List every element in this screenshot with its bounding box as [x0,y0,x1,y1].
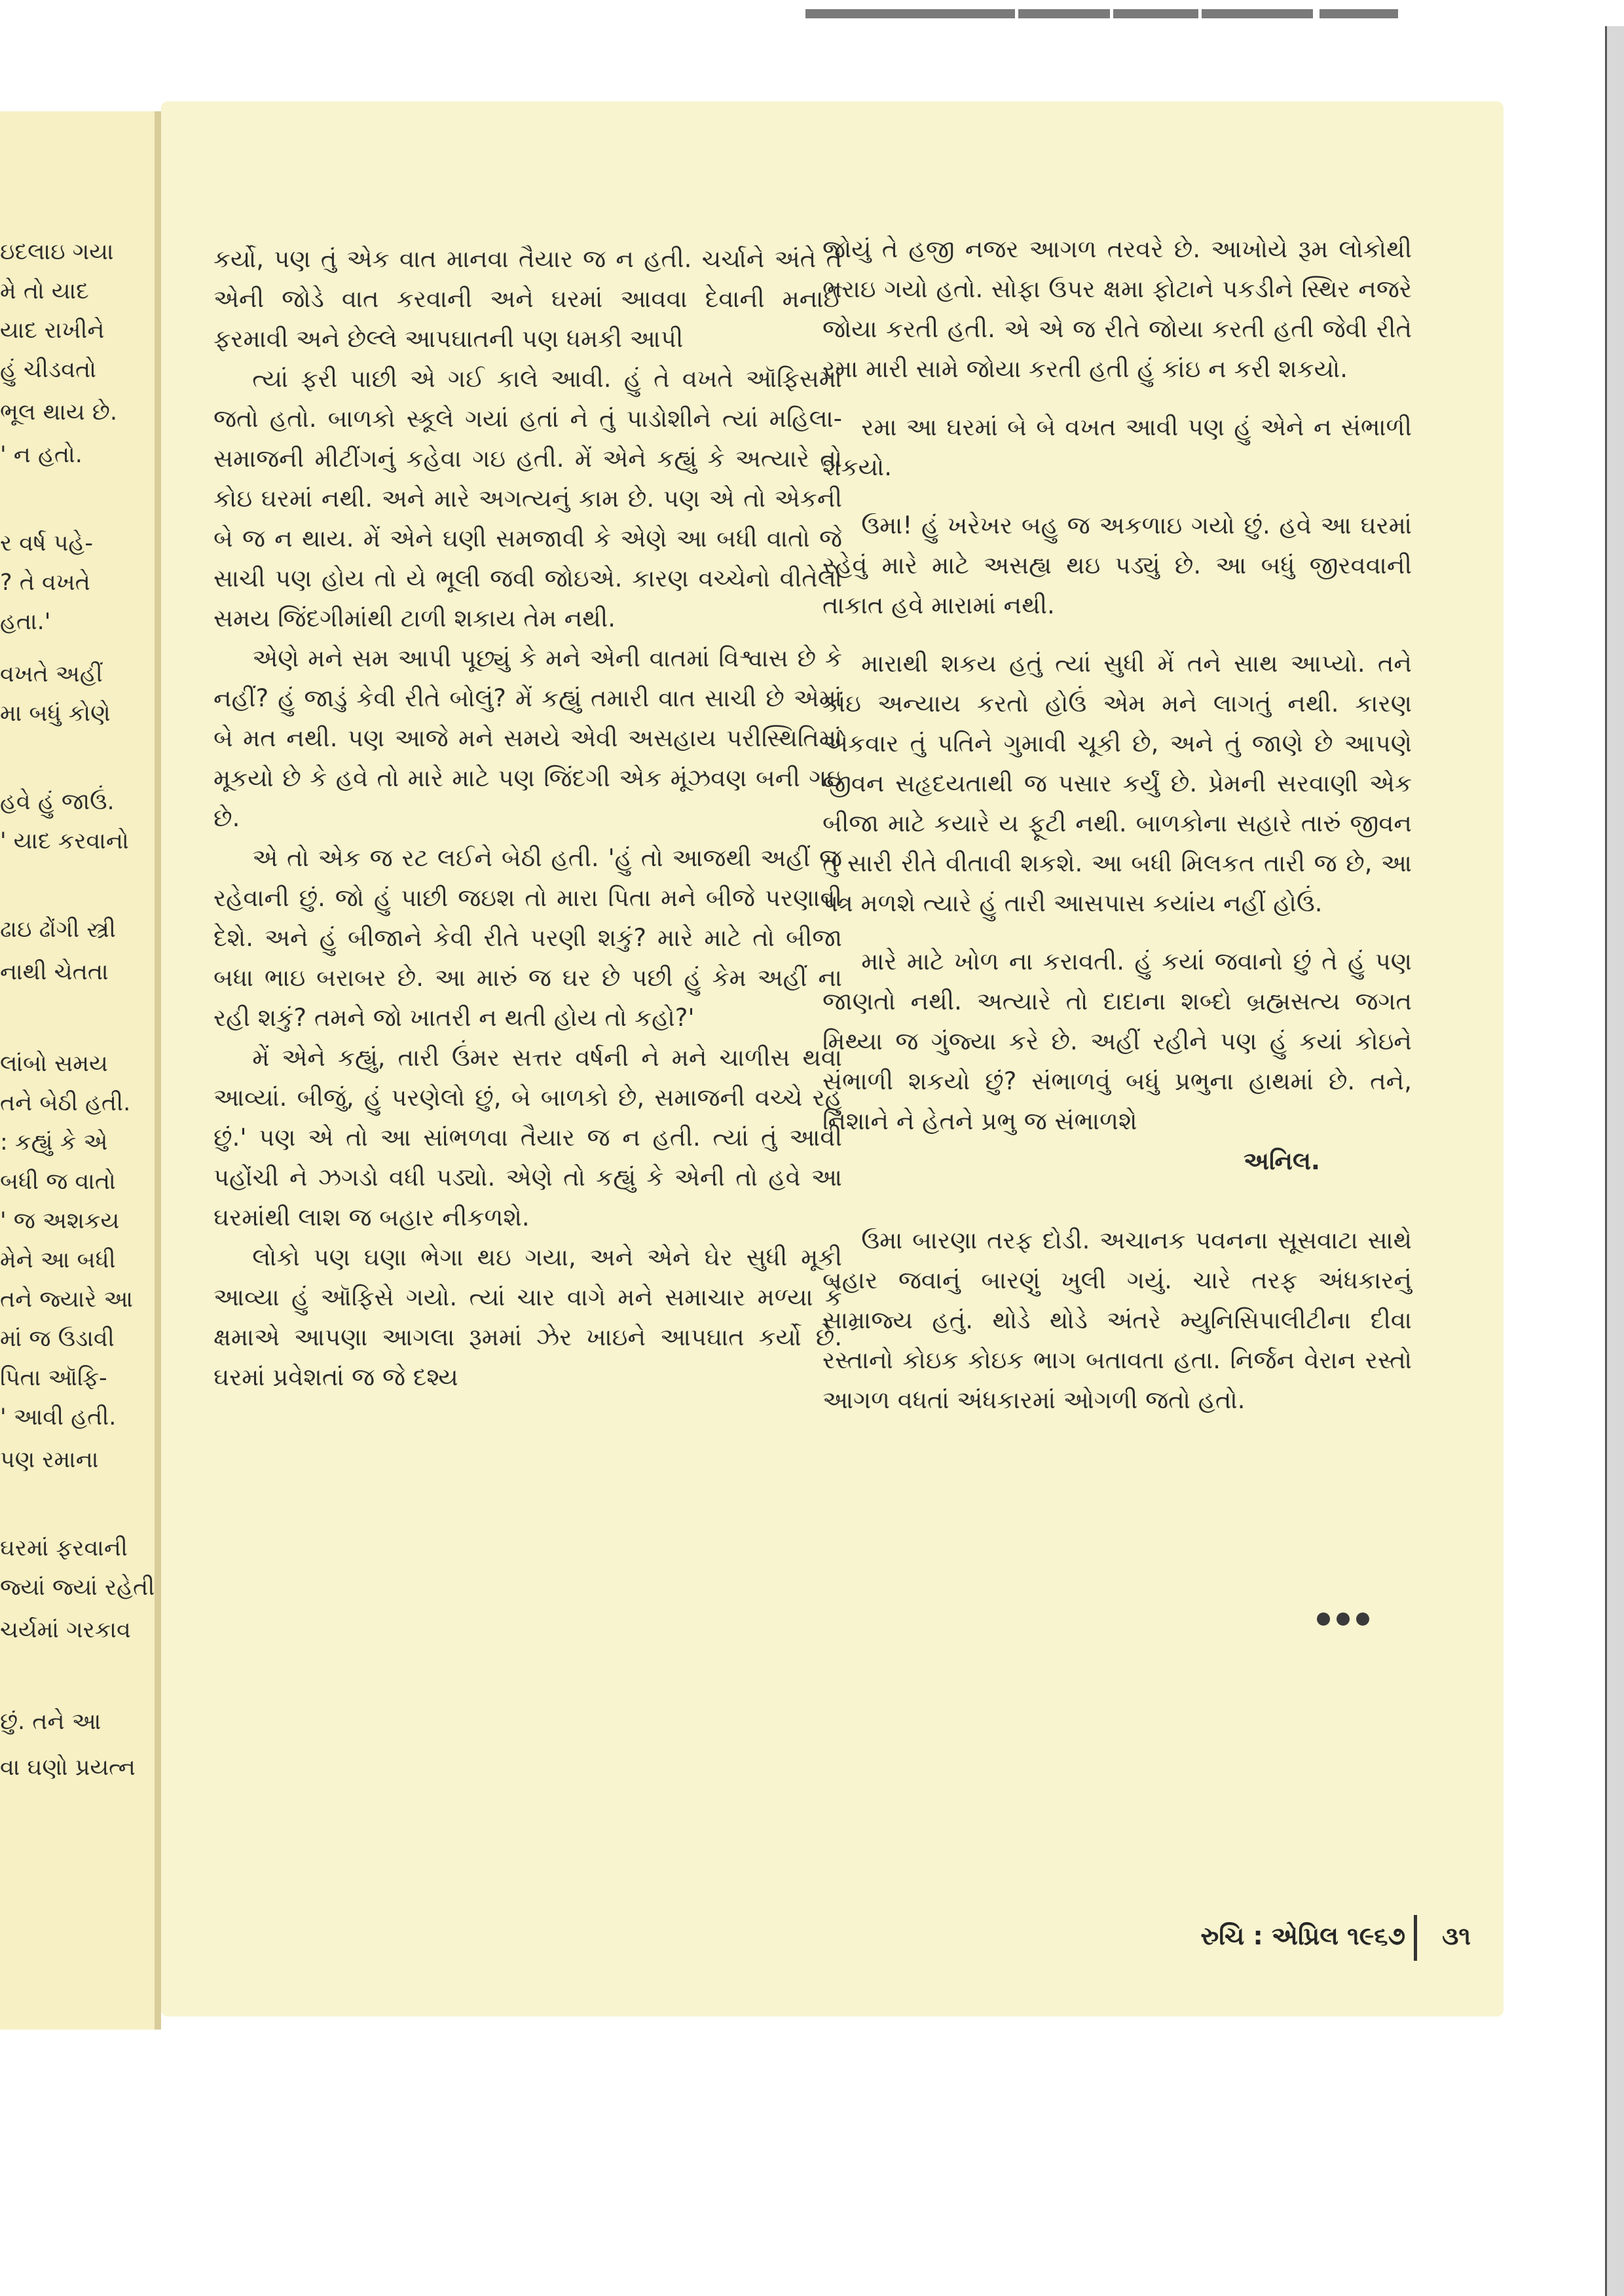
paragraph: કર્યો, પણ તું એક વાત માનવા તૈયાર જ ન હતી. ચર્ચાને અંતે તે એની જોડે વાત કરવાની અને ઘરમાં આવવા દેવાની મનાઈ ફરમાવી અને છેલ્લે આપઘાતની પણ ધમકી આપી [213,245,842,353]
prev-line: તને બેઠી હતી. [0,1090,131,1116]
prev-line: નાથી ચેતતા [0,959,109,985]
prev-line: ' જ અશકય [0,1208,120,1234]
paragraph: મેં એને કહ્યું, તારી ઉંમર સત્તર વર્ષની ને મને ચાળીસ થવા આવ્યાં. બીજું, હું પરણેલો છું, બે બાળકો છે, સમાજની વચ્ચે રહું છું.' પણ એ તો આ સાંભળવા તૈયાર જ ન હતી. ત્યાં તું આવી પહોંચી ને ઝગડો વધી પડ્યો. એણે તો કહ્યું કે એની તો હવે આ ઘરમાંથી લાશ જ બહાર નીકળશે. [213,1044,842,1231]
paragraph: એ તો એક જ રટ લઈને બેઠી હતી. 'હું તો આજથી અહીં જ રહેવાની છું. જો હું પાછી જઇશ તો મારા પિતા મને બીજે પરણાવી દેશે. અને હું બીજાને કેવી રીતે પરણી શકું? મારે માટે તો બીજા બધા ભાઇ બરાબર છે. આ મારું જ ઘર છે પછી હું કેમ અહીં ના રહી શકું? તમને જો ખાતરી ન થતી હોય તો કહો?' [213,844,842,1032]
dot [1337,1613,1350,1626]
previous-page-strip [0,111,161,2030]
prev-line: ? તે વખતે [0,570,90,596]
scan-top-edge [1320,9,1398,18]
prev-line: વખતે અહીં [0,661,103,687]
magazine-issue: રુચિ : એપ્રિલ ૧૯૬૭ [1200,1922,1405,1950]
scan-top-edge [805,9,1015,18]
paragraph: મારાથી શકય હતું ત્યાં સુધી મેં તને સાથ આપ્યો. તને કાંઇ અન્યાય કરતો હોઉં એમ મને લાગતું નથી. કારણ એકવાર તું પતિને ગુમાવી ચૂકી છે, અને તું જાણે છે આપણે જીવન સહૃદયતાથી જ પસાર કર્યું છે. પ્રેમની સરવાણી એક બીજા માટે કયારે ય ફૂટી નથી. બાળકોના સહારે તારું જીવન તું સારી રીતે વીતાવી શકશે. આ બધી મિલકત તારી જ છે, આ પત્ર મળશે ત્યારે હું તારી આસપાસ કયાંય નહીં હોઉં. [822,649,1412,917]
scan-top-edge [1113,9,1198,18]
prev-line: ઇદલાઇ ગયા [0,239,114,265]
prev-line: : કહ્યું કે એ [0,1129,108,1156]
prev-line: ' ન હતો. [0,442,83,468]
page-number: ૩૧ [1442,1922,1471,1950]
page-footer [1143,1915,1471,1967]
prev-line: ભૂલ થાય છે. [0,399,117,426]
prev-line: છું. તને આ [0,1709,101,1735]
footer-divider [1414,1915,1417,1961]
prev-line: વા ઘણો પ્રયત્ન [0,1755,136,1781]
prev-line: જ્યાં જ્યાં રહેતી [0,1575,155,1601]
paragraph: ઉમા બારણા તરફ દોડી. અચાનક પવનના સૂસવાટા સાથે બહાર જવાનું બારણું ખુલી ગયું. ચારે તરફ અંધકારનું સામ્રાજ્ય હતું. થોડે થોડે અંતરે મ્યુનિસિપાલીટીના દીવા રસ્તાનો કોઇક કોઇક ભાગ બતાવતા હતા. નિર્જન વેરાન રસ્તો આગળ વધતાં અંધકારમાં ઓગળી જતો હતો. [822,1226,1412,1414]
paragraph: લોકો પણ ઘણા ભેગા થઇ ગયા, અને એને ઘેર સુધી મૂકી આવ્યા હું ઑફિસે ગયો. ત્યાં ચાર વાગે મને સમાચાર મળ્યા કે ક્ષમાએ આપણા આગલા રૂમમાં ઝેર ખાઇને આપઘાત કર્યો છે. ઘરમાં પ્રવેશતાં જ જે દશ્ય [213,1243,842,1391]
prev-line: મા બધું કોણે [0,701,111,727]
prev-line: મે તો યાદ [0,278,89,304]
text-column-left [213,239,842,1397]
prev-line: હતા.' [0,609,51,635]
prev-line: ચર્યમાં ગરકાવ [0,1617,131,1643]
dot [1317,1613,1330,1626]
prev-line: ર વર્ષ પહે- [0,530,93,556]
prev-line: બધી જ વાતો [0,1169,116,1195]
prev-line: મેને આ બધી [0,1247,116,1273]
prev-line: ઘરમાં ફરવાની [0,1535,128,1561]
scan-top-edge [1018,9,1110,18]
prev-line: લાંબો સમય [0,1051,108,1077]
paragraph: ત્યાં ફરી પાછી એ ગઈ કાલે આવી. હું તે વખતે ઑફિસમાં જતો હતો. બાળકો સ્કૂલે ગયાં હતાં ને તું પાડોશીને ત્યાં મહિલા-સમાજની મીટીંગનું કહેવા ગઇ હતી. મેં એને કહ્યું કે અત્યારે તો કોઇ ઘરમાં નથી. અને મારે અગત્યનું કામ છે. પણ એ તો એકની બે જ ન થાય. મેં એને ઘણી સમજાવી કે એણે આ બધી વાતો જે સાચી પણ હોય તો યે ભૂલી જવી જોઇએ. કારણ વચ્ચેનો વીતેલો સમય જિંદગીમાંથી ટાળી શકાય તેમ નથી. [213,365,842,632]
prev-line: હવે હું જાઉં. [0,789,115,815]
prev-line: તને જ્યારે આ [0,1286,134,1313]
prev-line: ' આવી હતી. [0,1404,117,1430]
author-signature: અનિલ. [1244,1147,1320,1175]
magazine-page [161,101,1504,2016]
paragraph: મારે માટે ખોળ ના કરાવતી. હું કયાં જવાનો છું તે હું પણ જાણતો નથી. અત્યારે તો દાદાના શબ્દો બ્રહ્મસત્ય જગત મિથ્યા જ ગુંજ્યા કરે છે. અહીં રહીને પણ હું કયાં કોઇને સંભાળી શકયો છું? સંભાળવું બધું પ્રભુના હાથમાં છે. તને, નિશાને ને હેતને પ્રભુ જ સંભાળશે [822,947,1412,1135]
paragraph: રમા આ ઘરમાં બે બે વખત આવી પણ હું એને ન સંભાળી શકયો. [822,413,1412,481]
prev-line: પણ રમાના [0,1447,99,1473]
prev-line: માં જ ઉડાવી [0,1326,115,1352]
prev-line: ઢાઇ ઢોંગી સ્ત્રી [0,917,116,943]
prev-line: પિતા ઑફિ- [0,1365,107,1391]
section-end-dots [1317,1613,1369,1626]
paragraph: એણે મને સમ આપી પૂછ્યું કે મને એની વાતમાં વિશ્વાસ છે કે નહીં? હું જાડું કેવી રીતે બોલું? મેં કહ્યું તમારી વાત સાચી છે એમાં બે મત નથી. પણ આજે મને સમયે એવી અસહાય પરીસ્થિતિમાં મૂકયો છે કે હવે તો મારે માટે પણ જિંદગી એક મૂંઝવણ બની ગઇ છે. [213,644,842,832]
prev-line: યાદ રાખીને [0,318,105,344]
paragraph: જોયું તે હજી નજર આગળ તરવરે છે. આખોયે રૂમ લોકોથી ભરાઇ ગયો હતો. સોફા ઉપર ક્ષમા ફોટાને પકડીને સ્થિર નજરે જોયા કરતી હતી. એ એ જ રીતે જોયા કરતી હતી જેવી રીતે રમા મારી સામે જોયા કરતી હતી હું કાંઇ ન કરી શકયો. [822,235,1412,383]
text-column-right [822,229,1412,1420]
prev-line: હું ચીડવતો [0,357,96,383]
scan-right-edge [1605,26,1624,2296]
prev-line: ' યાદ કરવાનો [0,828,129,854]
dot [1356,1613,1369,1626]
paragraph: ઉમા! હું ખરેખર બહુ જ અકળાઇ ગયો છું. હવે આ ઘરમાં રહેવું મારે માટે અસહ્ય થઇ પડ્યું છે. આ બધું જીરવવાની તાકાત હવે મારામાં નથી. [822,511,1412,619]
scan-top-edge [1202,9,1313,18]
